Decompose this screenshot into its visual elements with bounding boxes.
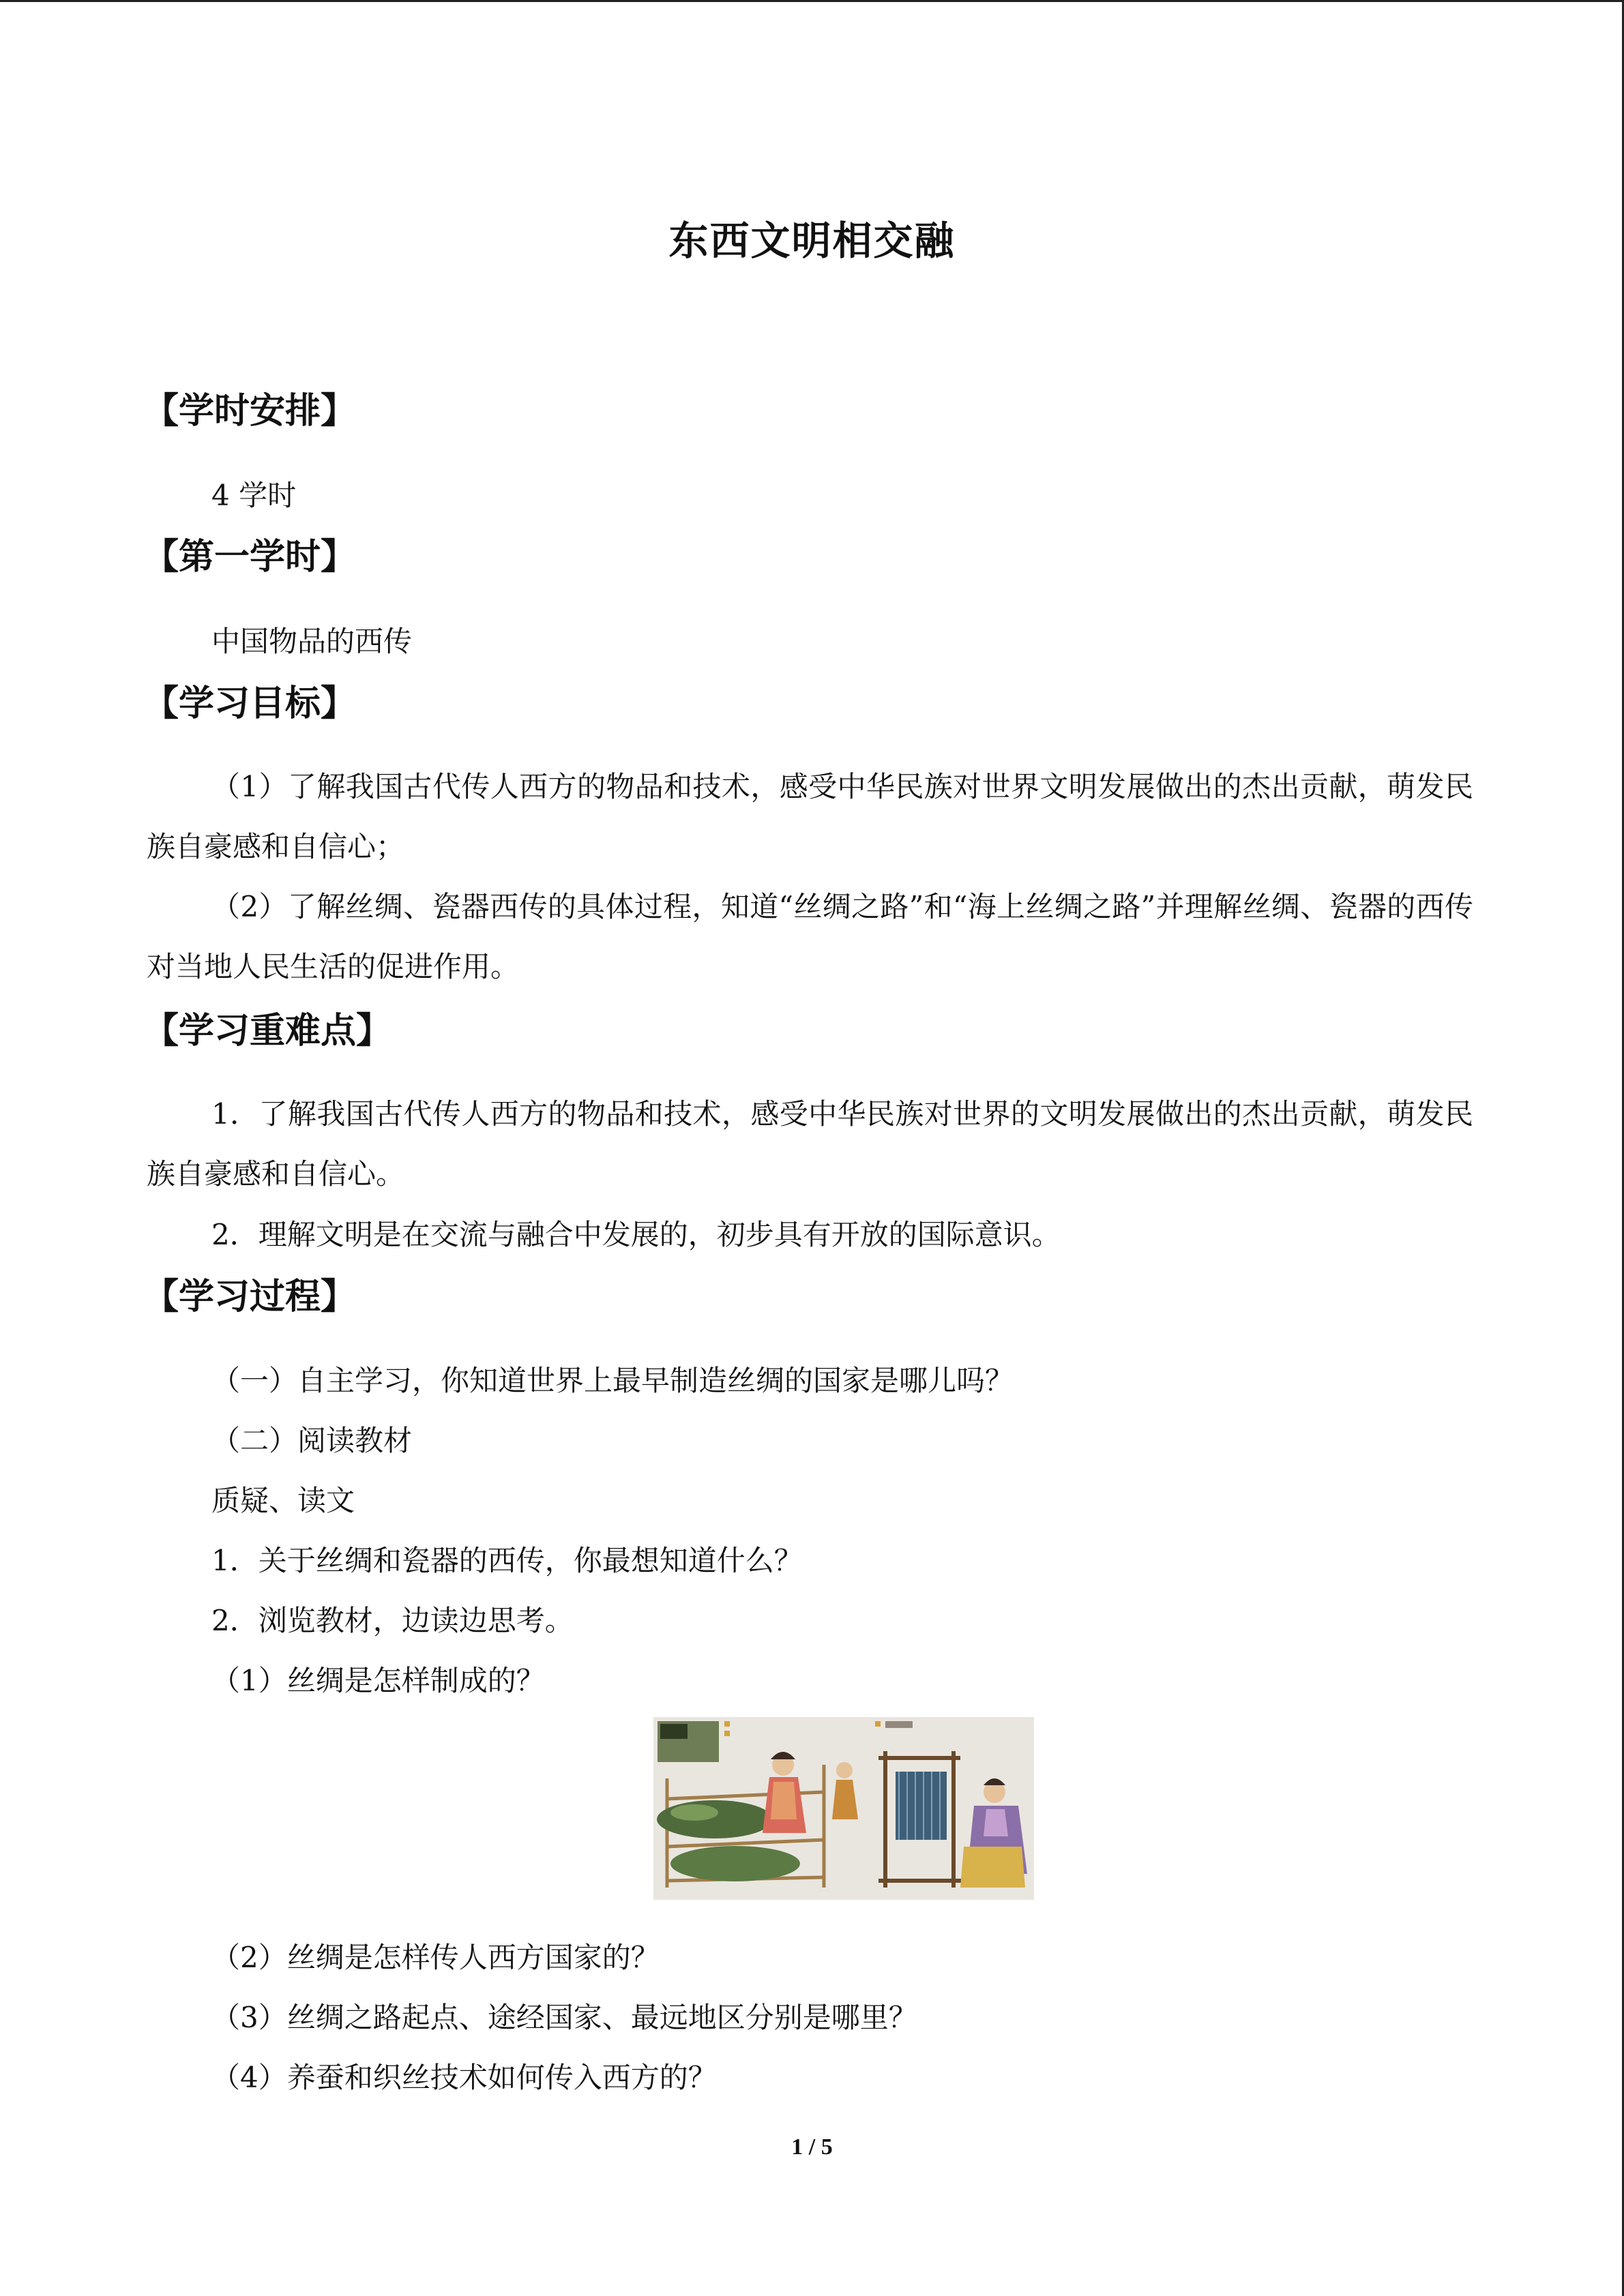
top-border — [0, 0, 1624, 2]
heading-lesson1: 【第一学时】 — [143, 537, 357, 578]
process-after-figure-2: （3）丝绸之路起点、途经国家、最远地区分别是哪里？ — [211, 2001, 917, 2034]
heading-objectives: 【学习目标】 — [143, 683, 357, 724]
heading-schedule: 【学时安排】 — [143, 391, 357, 432]
process-after-figure-1: （2）丝绸是怎样传人西方国家的？ — [211, 1941, 660, 1974]
objective-item-2: （2）了解丝绸、瓷器西传的具体过程，知道“丝绸之路”和“海上丝绸之路”并理解丝绸、瓷器的西传对当地人民生活的促进作用。 — [147, 890, 1473, 983]
process-line-5: 2．浏览教材，边读边思考。 — [211, 1604, 574, 1637]
process-line-4: 1．关于丝绸和瓷器的西传，你最想知道什么？ — [211, 1544, 803, 1577]
process-after-figure-3: （4）养蚕和织丝技术如何传入西方的？ — [211, 2061, 717, 2094]
key-point-item-2: 2．理解文明是在交流与融合中发展的，初步具有开放的国际意识。 — [211, 1218, 1061, 1251]
key-point-item-1: 1．了解我国古代传人西方的物品和技术，感受中华民族对世界的文明发展做出的杰出贡献，萌发民族自豪感和自信心。 — [147, 1097, 1473, 1191]
objective-item-1: （1）了解我国古代传人西方的物品和技术，感受中华民族对世界文明发展做出的杰出贡献，萌发民族自豪感和自信心； — [147, 770, 1473, 863]
process-line-1: （一）自主学习，你知道世界上最早制造丝绸的国家是哪儿吗？ — [211, 1364, 1014, 1397]
lesson1-text: 中国物品的西传 — [211, 625, 413, 658]
process-line-6: （1）丝绸是怎样制成的？ — [211, 1664, 545, 1697]
silk-making-illustration — [653, 1717, 1034, 1900]
heading-process: 【学习过程】 — [143, 1277, 357, 1317]
process-line-2: （二）阅读教材 — [211, 1424, 413, 1457]
schedule-text: 4 学时 — [211, 479, 297, 512]
process-line-3: 质疑、读文 — [211, 1484, 355, 1517]
heading-key-points: 【学习重难点】 — [143, 1011, 392, 1052]
document-title: 东西文明相交融 — [668, 218, 956, 264]
page-number: 1 / 5 — [791, 2134, 833, 2160]
